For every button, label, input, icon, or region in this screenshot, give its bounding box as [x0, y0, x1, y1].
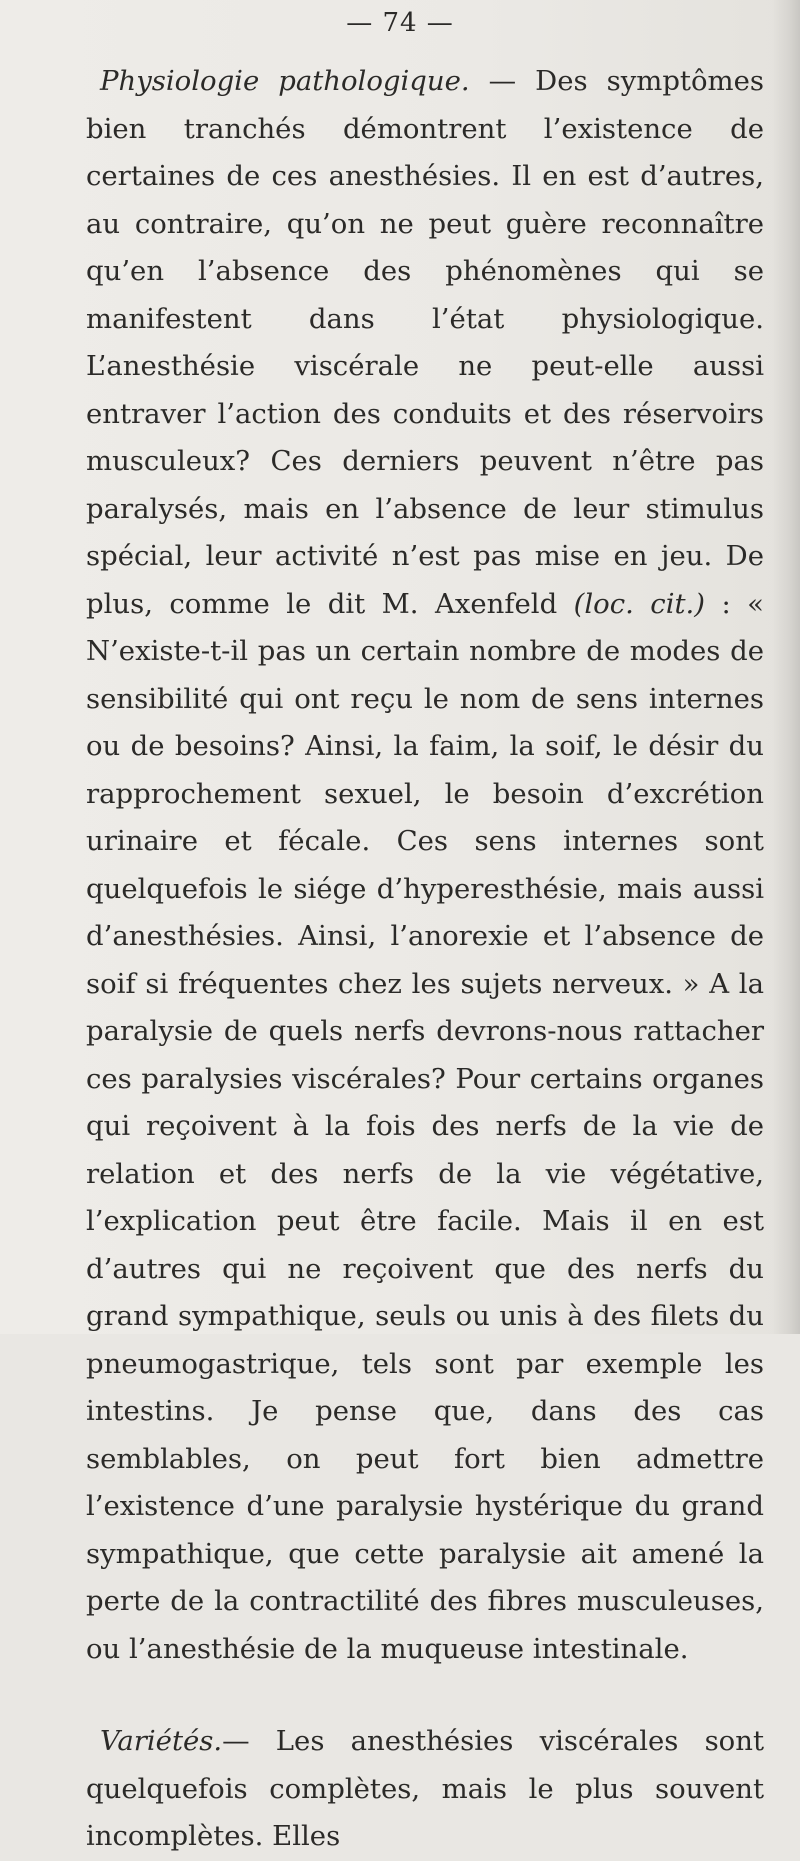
section-heading-varietes: Variétés.	[100, 1725, 223, 1757]
citation-loc-cit: (loc. cit.)	[573, 587, 706, 620]
page-body	[86, 58, 764, 1861]
section-heading-physiologie: Physiologie pathologique.	[100, 65, 470, 97]
paragraph-text: — Les anesthésies viscérales sont quelquefois complètes, mais le plus souvent incomplètes. Elles	[86, 1725, 764, 1852]
paragraph-text-continued: : « N’existe-t-il pas un certain nombre de modes de sensibilité qui ont reçu le nom de sens internes ou de besoins? Ainsi, la faim, la soif, le désir du rapprochement sexuel, le besoin d’excrétion urinaire et fécale. Ces sens internes sont quelquefois le siége d’hyperesthésie, mais aussi d’anesthésies. Ainsi, l’anorexie et l’absence de soif si fréquentes chez les sujets nerveux. » A la paralysie de quels nerfs devrons-nous rattacher ces paralysies viscérales? Pour certains organes qui reçoivent à la fois des nerfs de la vie de relation et des nerfs de la vie végétative, l’explication peut être facile. Mais il en est d’autres qui ne reçoivent que des nerfs du grand sympathique, seuls ou unis à des filets du pneumogastrique, tels sont par exemple les intestins. Je pense que, dans des cas semblables, on peut fort bien admettre l’existence d’une paralysie hystérique du grand sympathique, que cette paralysie ait amené la perte de la contractilité des fibres musculeuses, ou l’anesthésie de la muqueuse intestinale.	[86, 587, 764, 1665]
page-edge-shadow	[772, 0, 800, 1334]
paragraph-varietes	[86, 1718, 764, 1861]
paragraph-physiologie	[86, 58, 764, 1673]
page-number: — 74 —	[346, 8, 454, 38]
paragraph-text: — Des symptômes bien tranchés démontrent l’existence de certaines de ces anesthésies. Il en est d’autres, au contraire, qu’on ne peut guère reconnaître qu’en l’absence des phénomènes qui se manifestent dans l’état physiologique. L’anesthésie viscérale ne peut-elle aussi entraver l’action des conduits et des réservoirs musculeux? Ces derniers peuvent n’être pas paralysés, mais en l’absence de leur stimulus spécial, leur activité n’est pas mise en jeu. De plus, comme le dit M. Axenfeld	[86, 65, 765, 620]
